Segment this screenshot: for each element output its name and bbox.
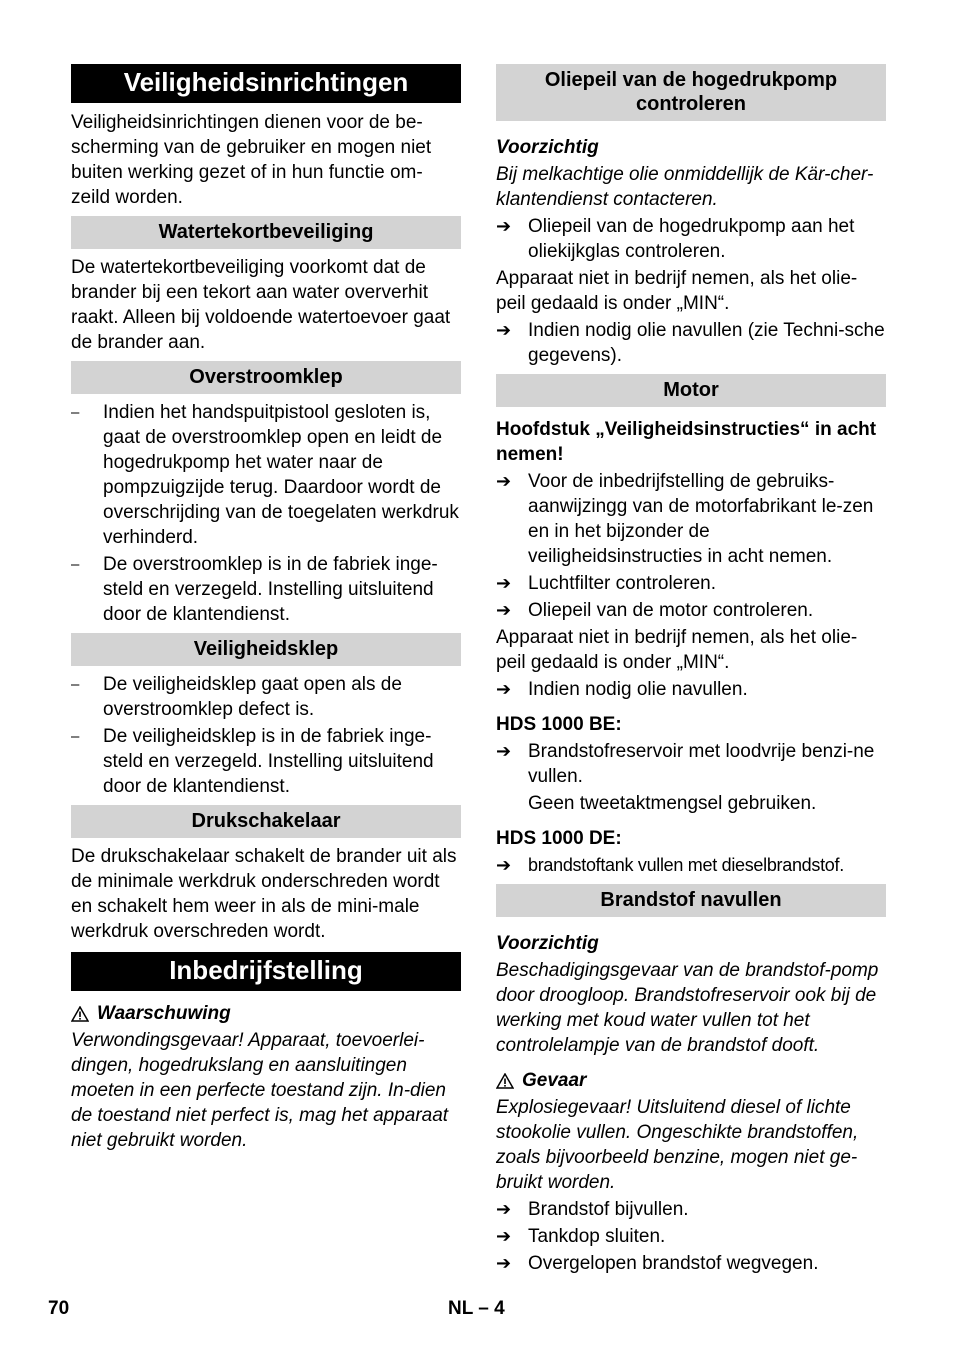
heading-water-shortage: Watertekortbeveiliging xyxy=(71,216,461,249)
list-item xyxy=(496,739,886,789)
list-item-text: Indien het handspuitpistool gesloten is, gaat de overstroomklep open en leidt de hogedrukpomp het water naar de pompzuigzijde terug. Daardoor wordt de overschrijding van de toegelaten werkdruk verhinderd. xyxy=(103,402,459,548)
danger-caption xyxy=(496,1068,886,1093)
list-item xyxy=(71,672,461,722)
arrow-right-icon: ➔ xyxy=(496,679,512,699)
arrow-right-icon: ➔ xyxy=(496,1253,512,1273)
list-item xyxy=(71,400,461,550)
arrow-right-icon: ➔ xyxy=(496,855,512,875)
heading-safety-valve: Veiligheidsklep xyxy=(71,633,461,666)
list-item xyxy=(496,469,886,569)
list-item-text: Brandstofreservoir met loodvrije benzi-ne vullen. xyxy=(528,741,875,787)
motor-instruction: Hoofdstuk „Veiligheidsinstructies“ in acht nemen! xyxy=(496,419,877,465)
list-item-text: De overstroomklep is in de fabriek inge-steld en verzegeld. Instelling uitsluitend door de klantendienst. xyxy=(103,554,438,625)
list-item xyxy=(496,214,886,264)
caution-text: Beschadigingsgevaar van de brandstof-pomp door droogloop. Brandstofreservoir ook bij de werking met koud water vullen tot het controlelampje van de brandstof dooft. xyxy=(496,960,879,1056)
dash-bullet: – xyxy=(71,404,80,421)
danger-label: Gevaar xyxy=(522,1070,587,1091)
list-item-text: Oliepeil van de hogedrukpomp aan het oliekijkglas controleren. xyxy=(528,216,855,262)
list-item-text: Brandstof bijvullen. xyxy=(528,1199,689,1220)
arrow-right-icon: ➔ xyxy=(496,1199,512,1219)
warning-text: Verwondingsgevaar! Apparaat, toevoerlei-dingen, hogedrukslang en aansluitingen moeten in een perfecte toestand zijn. In-dien de toestand niet perfect is, mag het apparaat niet gebruikt worden. xyxy=(71,1030,449,1151)
dash-bullet: – xyxy=(71,676,80,693)
list-item-text: Indien nodig olie navullen. xyxy=(528,679,748,700)
list-item-text: Indien nodig olie navullen (zie Techni-sche gegevens). xyxy=(528,320,885,366)
list-item xyxy=(496,1224,886,1249)
be-note: Geen tweetaktmengsel gebruiken. xyxy=(528,793,817,814)
list-item-text: Oliepeil van de motor controleren. xyxy=(528,600,814,621)
arrow-right-icon: ➔ xyxy=(496,320,512,340)
left-column xyxy=(71,64,461,1155)
page-number: 70 xyxy=(48,1298,70,1319)
list-item-text: Overgelopen brandstof wegvegen. xyxy=(528,1253,819,1274)
paragraph-pressure-switch: De drukschakelaar schakelt de brander uit als de minimale werkdruk onderschreden wordt en schakelt hem weer in als de mini-male werkdruk overschreden wordt. xyxy=(71,846,457,942)
heading-motor: Motor xyxy=(496,374,886,407)
list-item xyxy=(496,598,886,623)
list-item-text: De veiligheidsklep is in de fabriek inge-steld en verzegeld. Instelling uitsluitend door de klantendienst. xyxy=(103,726,434,797)
heading-overflow-valve: Overstroomklep xyxy=(71,361,461,394)
paragraph-safety-devices: Veiligheidsinrichtingen dienen voor de be-scherming van de gebruiker en mogen niet buiten werking gezet of in hun functie om-zeild worden. xyxy=(71,112,432,208)
model-label-be: HDS 1000 BE: xyxy=(496,714,622,735)
list-item xyxy=(496,677,886,702)
paragraph-oil: Apparaat niet in bedrijf nemen, als het olie-peil gedaald is onder „MIN“. xyxy=(496,268,858,314)
arrow-right-icon: ➔ xyxy=(496,1226,512,1246)
language-page-label: NL – 4 xyxy=(448,1298,505,1319)
warning-caption xyxy=(71,1001,461,1026)
list-item xyxy=(496,318,886,368)
caution-label: Voorzichtig xyxy=(496,933,599,954)
arrow-right-icon: ➔ xyxy=(496,471,512,491)
arrow-right-icon: ➔ xyxy=(496,573,512,593)
caution-text: Bij melkachtige olie onmiddellijk de Kär-cher-klantendienst contacteren. xyxy=(496,164,874,210)
warning-triangle-icon xyxy=(71,1006,89,1022)
arrow-right-icon: ➔ xyxy=(496,600,512,620)
list-item-text: Tankdop sluiten. xyxy=(528,1226,666,1247)
heading-refuel: Brandstof navullen xyxy=(496,884,886,917)
heading-pressure-switch: Drukschakelaar xyxy=(71,805,461,838)
paragraph-water-shortage: De watertekortbeveiliging voorkomt dat de brander bij een tekort aan water oververhit raakt. Alleen bij voldoende watertoevoer gaat de brander aan. xyxy=(71,257,451,353)
right-column xyxy=(496,64,886,1278)
paragraph-motor: Apparaat niet in bedrijf nemen, als het olie-peil gedaald is onder „MIN“. xyxy=(496,627,858,673)
arrow-right-icon: ➔ xyxy=(496,216,512,236)
list-item xyxy=(496,1251,886,1276)
list-item-text: De veiligheidsklep gaat open als de overstroomklep defect is. xyxy=(103,674,402,720)
list-item xyxy=(71,552,461,627)
heading-startup: Inbedrijfstelling xyxy=(71,952,461,991)
list-item xyxy=(496,1197,886,1222)
caution-label: Voorzichtig xyxy=(496,137,599,158)
dash-bullet: – xyxy=(71,556,80,573)
danger-text: Explosiegevaar! Uitsluitend diesel of lichte stookolie vullen. Ongeschikte brandstoffen, zoals bijvoorbeeld benzine, mogen niet ge-bruikt worden. xyxy=(496,1097,859,1193)
heading-safety-devices: Veiligheidsinrichtingen xyxy=(71,64,461,103)
model-label-de: HDS 1000 DE: xyxy=(496,828,622,849)
heading-oil-level: Oliepeil van de hogedrukpomp controleren xyxy=(496,64,886,121)
list-item xyxy=(71,724,461,799)
list-item-text: brandstoftank vullen met dieselbrandstof. xyxy=(528,855,844,875)
warning-triangle-icon xyxy=(496,1073,514,1089)
dash-bullet: – xyxy=(71,728,80,745)
list-item xyxy=(496,571,886,596)
list-item-text: Voor de inbedrijfstelling de gebruiks-aanwijzingg van de motorfabrikant le-zen en in het bijzonder de veiligheidsinstructies in acht nemen. xyxy=(528,471,874,567)
warning-label: Waarschuwing xyxy=(97,1003,231,1024)
list-item xyxy=(496,853,886,878)
list-item-text: Luchtfilter controleren. xyxy=(528,573,716,594)
arrow-right-icon: ➔ xyxy=(496,741,512,761)
